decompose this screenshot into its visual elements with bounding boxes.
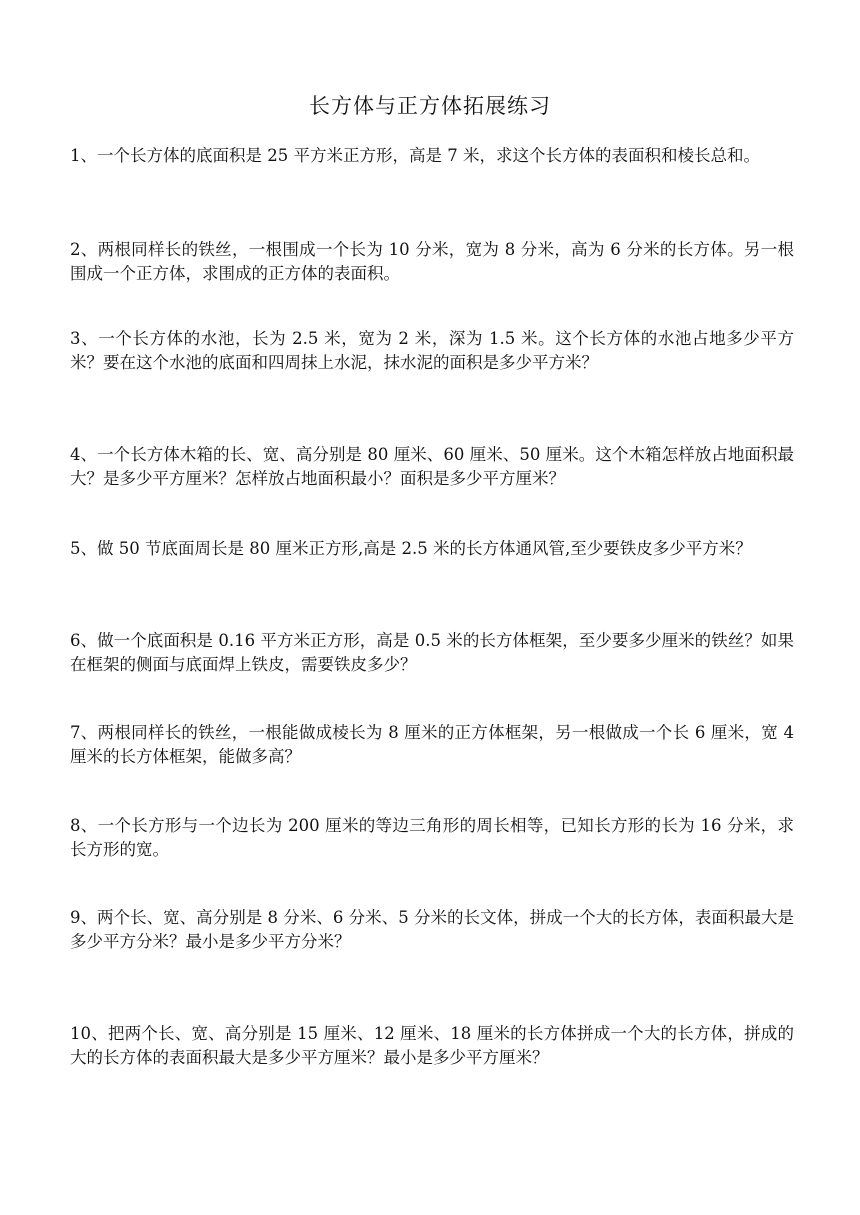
question-7: 7、两根同样长的铁丝，一根能做成棱长为 8 厘米的正方体框架，另一根做成一个长 6 厘米，宽 4 厘米的长方体框架，能做多高？ [70, 723, 794, 766]
question-4: 4、一个长方体木箱的长、宽、高分别是 80 厘米、60 厘米、50 厘米。这个木箱怎样放占地面积最大？是多少平方厘米？怎样放占地面积最小？面积是多少平方厘米？ [70, 445, 794, 488]
question-8: 8、一个长方形与一个边长为 200 厘米的等边三角形的周长相等，已知长方形的长为 16 分米，求长方形的宽。 [70, 816, 794, 859]
question-2: 2、两根同样长的铁丝，一根围成一个长为 10 分米，宽为 8 分米，高为 6 分米的长方体。另一根围成一个正方体，求围成的正方体的表面积。 [70, 240, 794, 283]
question-3: 3、一个长方体的水池，长为 2.5 米，宽为 2 米，深为 1.5 米。这个长方体的水池占地多少平方米？要在这个水池的底面和四周抹上水泥，抹水泥的面积是多少平方米？ [70, 329, 794, 372]
question-10: 10、把两个长、宽、高分别是 15 厘米、12 厘米、18 厘米的长方体拼成一个大的长方体，拼成的大的长方体的表面积最大是多少平方厘米？最小是多少平方厘米？ [70, 1024, 794, 1067]
question-1: 1、一个长方体的底面积是 25 平方米正方形，高是 7 米，求这个长方体的表面积和棱长总和。 [70, 146, 760, 165]
page-title: 长方体与正方体拓展练习 [309, 94, 551, 118]
question-9: 9、两个长、宽、高分别是 8 分米、6 分米、5 分米的长文体，拼成一个大的长方体，表面积最大是多少平方分米？最小是多少平方分米？ [70, 908, 794, 951]
question-5: 5、做 50 节底面周长是 80 厘米正方形,高是 2.5 米的长方体通风管,至少要铁皮多少平方米？ [70, 539, 752, 558]
question-6: 6、做一个底面积是 0.16 平方米正方形，高是 0.5 米的长方体框架，至少要多少厘米的铁丝？如果在框架的侧面与底面焊上铁皮，需要铁皮多少？ [70, 631, 794, 674]
